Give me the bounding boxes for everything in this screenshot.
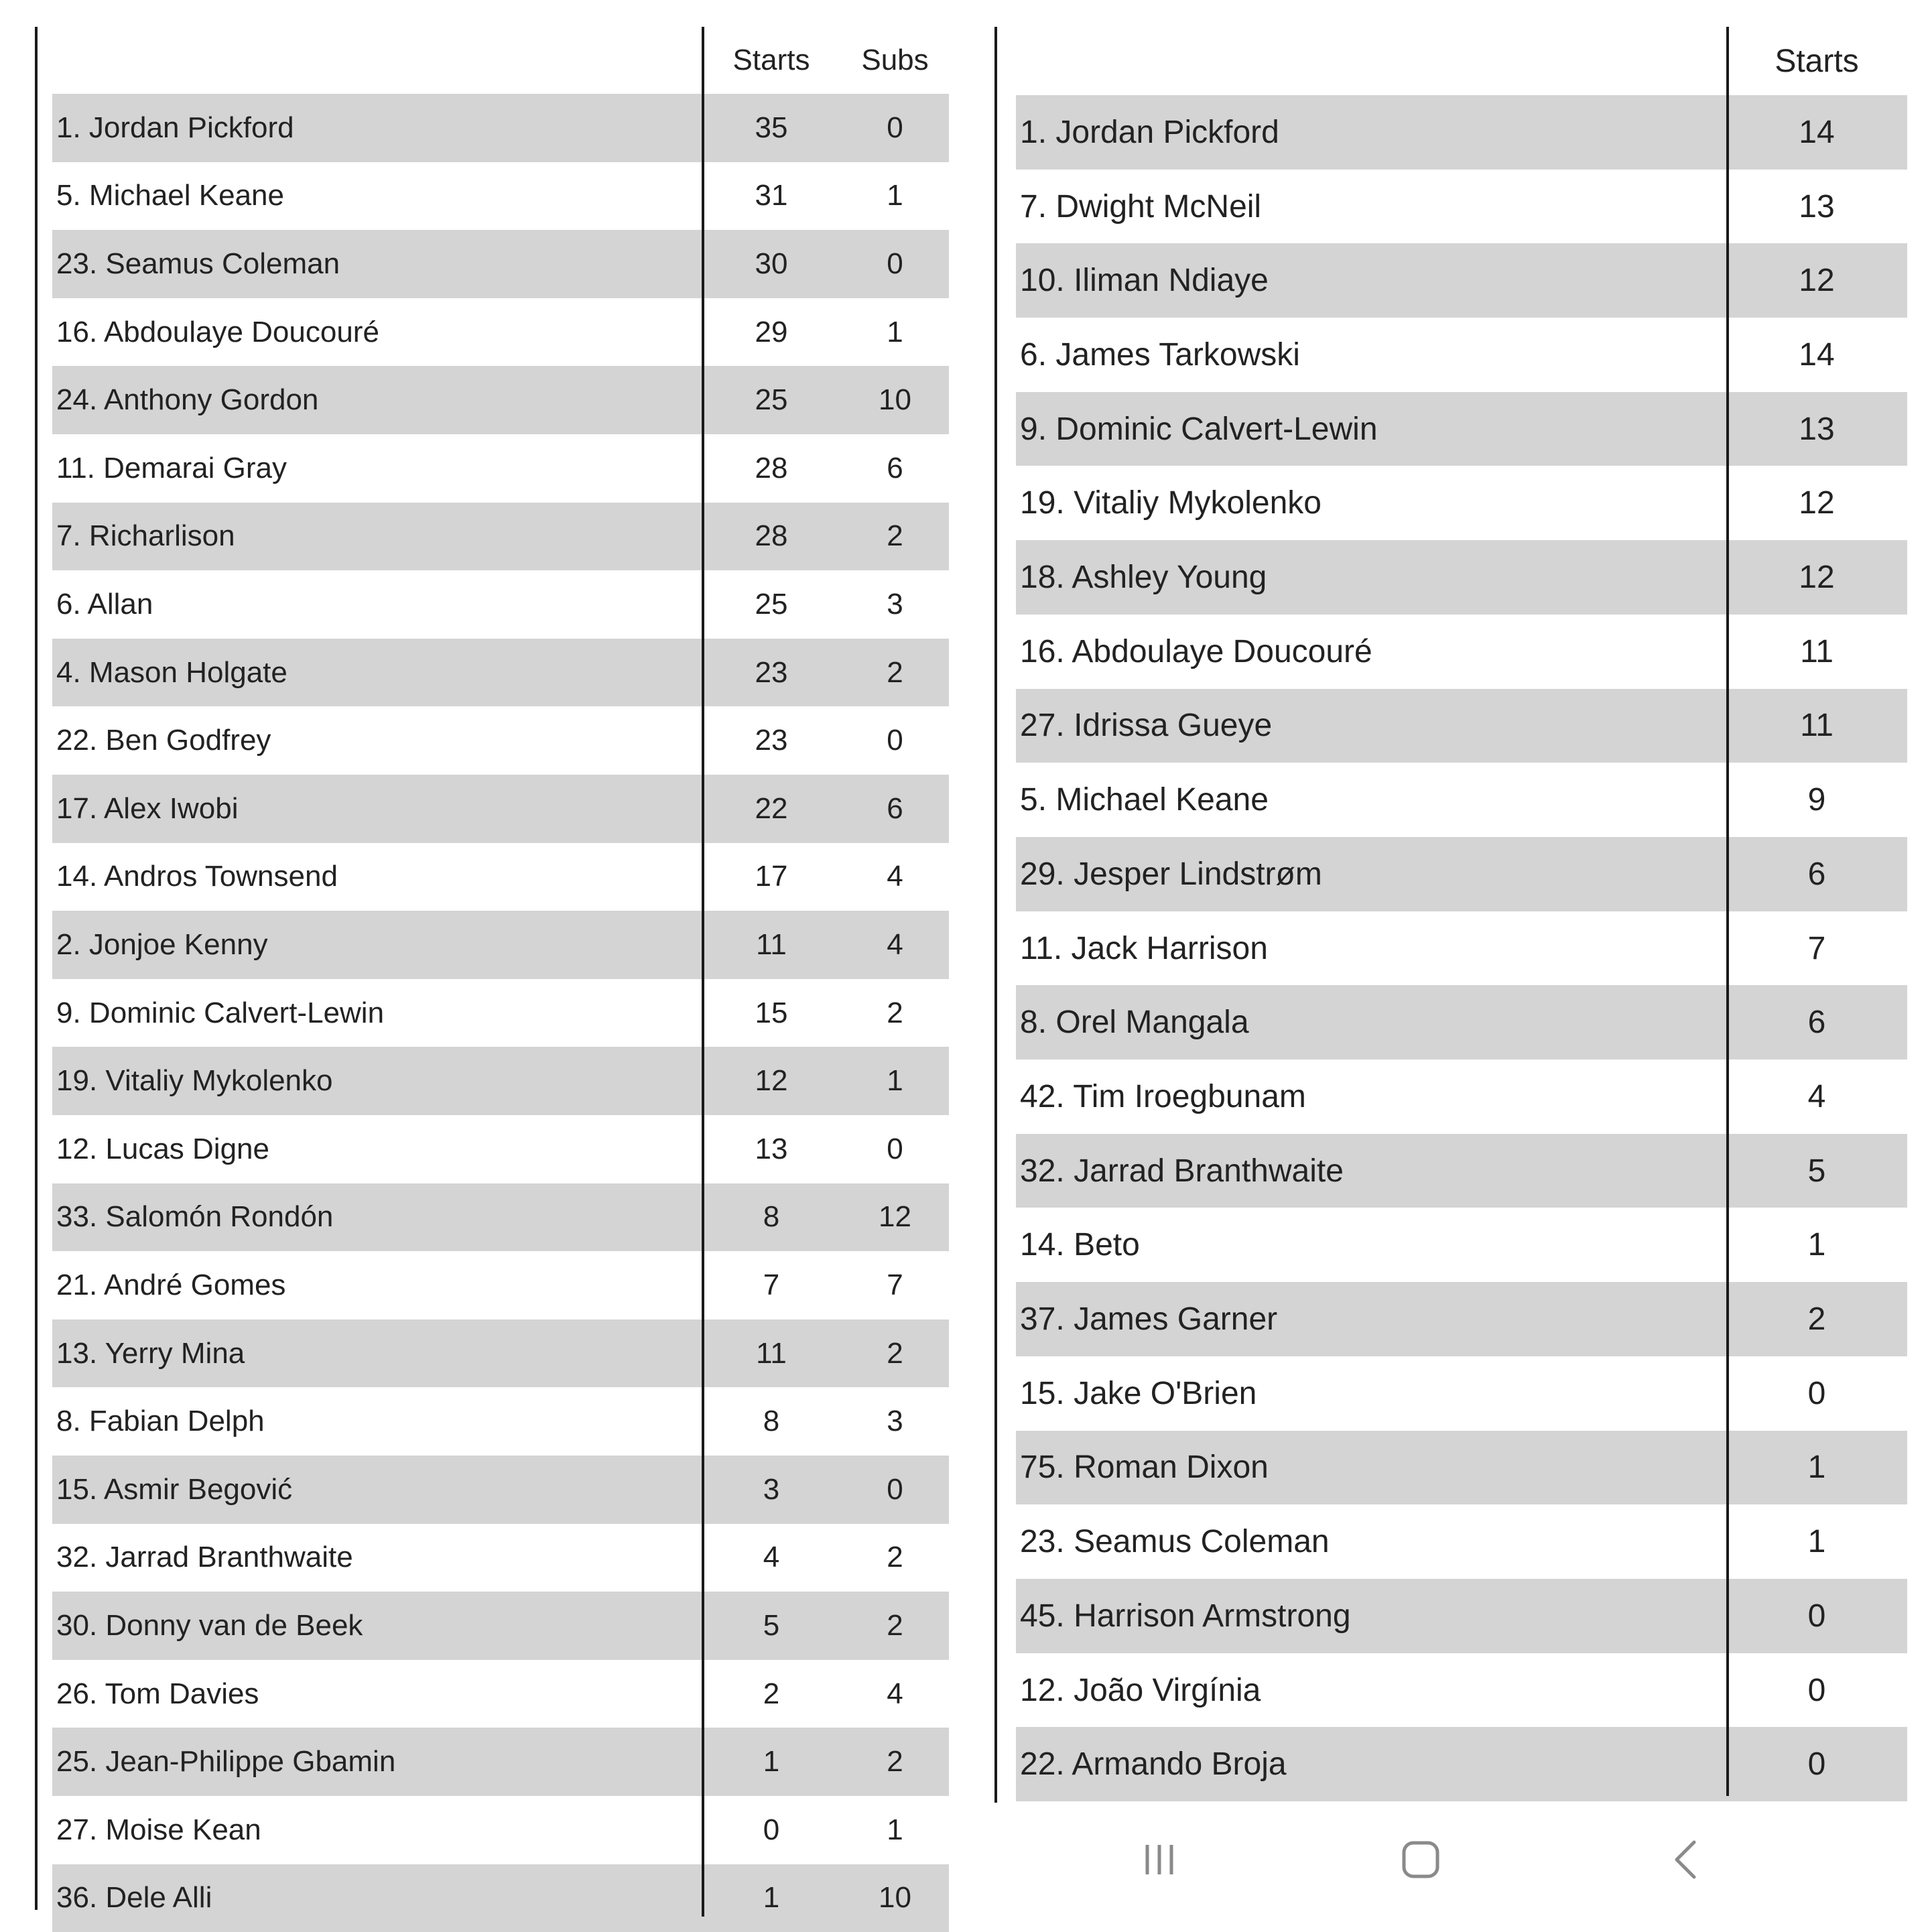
subs-value: 1 [887,1064,903,1098]
player-name: 5. Michael Keane [56,179,284,212]
player-name: 22. Ben Godfrey [56,724,271,757]
starts-value: 0 [1807,1375,1826,1411]
starts-value: 13 [755,1132,788,1165]
subs-value: 1 [887,179,903,212]
starts-value: 25 [755,383,788,417]
starts-value: 29 [755,315,788,348]
subs-value: 10 [879,1881,911,1915]
table-row [52,1660,949,1728]
player-name: 27. Moise Kean [56,1813,261,1846]
player-name: 42. Tim Iroegbunam [1020,1078,1306,1114]
table-row [52,503,949,571]
left-header-name [52,27,702,94]
player-name: 5. Michael Keane [1020,782,1269,818]
starts-value: 14 [1799,114,1835,150]
table-row [1016,911,1907,986]
table-row [1016,170,1907,244]
table-row [52,94,949,162]
starts-value: 4 [1807,1078,1826,1114]
left-header-starts: Starts [732,44,810,76]
starts-value: 5 [763,1608,780,1642]
table-row [1016,1282,1907,1356]
subs-value: 1 [887,315,903,348]
table-row [1016,1059,1907,1134]
starts-value: 11 [1800,633,1833,669]
player-name: 21. André Gomes [56,1268,286,1301]
starts-value: 15 [755,996,788,1029]
right-stats-table [1016,27,1907,1803]
table-row [52,1728,949,1796]
left-stats-table [52,27,949,1917]
player-name: 33. Salomón Rondón [56,1200,334,1234]
player-name: 29. Jesper Lindstrøm [1020,856,1322,892]
player-name: 1. Jordan Pickford [1020,114,1279,150]
right-header-row [1016,27,1907,95]
table-row [52,298,949,367]
starts-value: 22 [755,791,788,825]
table-row [52,1115,949,1183]
player-name: 14. Andros Townsend [56,860,338,893]
middle-border-line [994,27,997,1803]
starts-value: 23 [755,724,788,757]
player-name: 15. Jake O'Brien [1020,1375,1257,1411]
player-name: 8. Orel Mangala [1020,1005,1249,1041]
subs-value: 0 [887,247,903,280]
player-name: 25. Jean-Philippe Gbamin [56,1745,396,1779]
starts-value: 1 [1807,1450,1826,1486]
starts-value: 2 [1807,1301,1826,1338]
player-name: 14. Beto [1020,1227,1140,1263]
table-row [52,775,949,843]
starts-value: 8 [763,1405,780,1438]
table-row [1016,466,1907,541]
subs-value: 6 [887,791,903,825]
starts-value: 25 [755,587,788,621]
table-row [52,911,949,979]
table-row [1016,985,1907,1059]
player-name: 75. Roman Dixon [1020,1450,1269,1486]
starts-value: 1 [763,1745,780,1779]
table-row [52,1183,949,1252]
player-name: 32. Jarrad Branthwaite [56,1541,353,1574]
table-row [52,1251,949,1319]
starts-value: 3 [763,1472,780,1506]
starts-value: 6 [1807,856,1826,892]
player-name: 19. Vitaliy Mykolenko [1020,485,1322,521]
starts-value: 4 [763,1541,780,1574]
recent-apps-icon [1139,1840,1179,1880]
player-name: 1. Jordan Pickford [56,111,294,144]
table-row [52,639,949,707]
table-row [1016,1356,1907,1431]
back-button[interactable] [1659,1833,1712,1886]
table-row [52,706,949,775]
subs-value: 6 [887,451,903,485]
player-name: 16. Abdoulaye Doucouré [56,315,379,348]
starts-value: 13 [1799,411,1835,447]
left-header-subs: Subs [861,44,929,76]
table-row [52,1047,949,1115]
starts-value: 13 [1799,188,1835,224]
table-row [1016,243,1907,318]
player-name: 9. Dominic Calvert-Lewin [1020,411,1378,447]
table-row [52,434,949,503]
starts-value: 12 [1799,560,1835,596]
subs-value: 7 [887,1268,903,1301]
table-row [52,1319,949,1388]
subs-value: 2 [887,655,903,689]
starts-value: 28 [755,451,788,485]
player-name: 22. Armando Broja [1020,1746,1287,1783]
table-row [1016,837,1907,911]
player-name: 37. James Garner [1020,1301,1278,1338]
player-name: 27. Idrissa Gueye [1020,708,1273,744]
player-name: 4. Mason Holgate [56,655,287,689]
starts-value: 12 [755,1064,788,1098]
starts-value: 0 [1807,1746,1826,1783]
subs-value: 3 [887,587,903,621]
subs-value: 0 [887,1472,903,1506]
player-name: 23. Seamus Coleman [56,247,340,280]
player-name: 26. Tom Davies [56,1677,259,1710]
table-row [52,366,949,434]
starts-value: 7 [763,1268,780,1301]
player-name: 17. Alex Iwobi [56,791,239,825]
table-row [52,1524,949,1592]
player-name: 7. Richarlison [56,519,235,553]
starts-value: 8 [763,1200,780,1234]
table-row [1016,1653,1907,1728]
table-row [52,1796,949,1864]
starts-value: 1 [763,1881,780,1915]
starts-value: 5 [1807,1153,1826,1189]
starts-value: 7 [1807,930,1826,966]
starts-value: 30 [755,247,788,280]
right-column-separator [1726,27,1729,1796]
table-row [1016,1727,1907,1801]
player-name: 36. Dele Alli [56,1881,212,1915]
back-icon [1669,1838,1702,1881]
home-icon [1400,1839,1441,1880]
player-name: 30. Donny van de Beek [56,1608,363,1642]
player-name: 11. Jack Harrison [1020,930,1268,966]
player-name: 11. Demarai Gray [56,451,287,485]
starts-value: 2 [763,1677,780,1710]
table-row [1016,318,1907,392]
table-row [1016,1504,1907,1579]
table-row [1016,392,1907,466]
table-row [1016,1431,1907,1505]
starts-value: 0 [763,1813,780,1846]
starts-value: 17 [755,860,788,893]
subs-value: 0 [887,111,903,144]
subs-value: 2 [887,996,903,1029]
player-name: 13. Yerry Mina [56,1336,245,1370]
starts-value: 1 [1807,1227,1826,1263]
subs-value: 2 [887,1541,903,1574]
subs-value: 2 [887,1336,903,1370]
subs-value: 0 [887,724,903,757]
player-name: 7. Dwight McNeil [1020,188,1262,224]
subs-value: 0 [887,1132,903,1165]
recent-apps-button[interactable] [1133,1833,1186,1886]
player-name: 12. Lucas Digne [56,1132,269,1165]
starts-value: 12 [1799,263,1835,299]
table-row [1016,689,1907,763]
table-row [52,1387,949,1456]
starts-value: 12 [1799,485,1835,521]
subs-value: 3 [887,1405,903,1438]
starts-value: 11 [1800,708,1833,744]
player-name: 19. Vitaliy Mykolenko [56,1064,333,1098]
player-name: 12. João Virgínia [1020,1672,1261,1708]
subs-value: 2 [887,1608,903,1642]
player-name: 32. Jarrad Branthwaite [1020,1153,1344,1189]
home-button[interactable] [1394,1833,1448,1886]
subs-value: 1 [887,1813,903,1846]
subs-value: 12 [879,1200,911,1234]
starts-value: 0 [1807,1598,1826,1634]
table-row [52,162,949,231]
player-name: 8. Fabian Delph [56,1405,265,1438]
starts-value: 1 [1807,1524,1826,1560]
player-name: 24. Anthony Gordon [56,383,319,417]
table-row [52,570,949,639]
right-header-starts: Starts [1775,43,1859,79]
starts-value: 11 [756,1336,787,1370]
table-row [1016,1134,1907,1208]
table-row [52,843,949,911]
left-column-separator [702,27,704,1917]
subs-value: 4 [887,927,903,961]
starts-value: 35 [755,111,788,144]
starts-value: 11 [756,927,787,961]
player-name: 6. James Tarkowski [1020,336,1300,373]
starts-value: 23 [755,655,788,689]
table-row [52,1864,949,1932]
player-name: 45. Harrison Armstrong [1020,1598,1351,1634]
table-row [1016,1579,1907,1653]
table-row [52,230,949,298]
player-name: 2. Jonjoe Kenny [56,927,268,961]
table-row [1016,1208,1907,1283]
subs-value: 4 [887,1677,903,1710]
starts-value: 0 [1807,1672,1826,1708]
starts-value: 31 [755,179,788,212]
table-row [1016,763,1907,837]
table-row [52,1456,949,1524]
subs-value: 2 [887,1745,903,1779]
left-border-line [35,27,38,1910]
table-row [1016,615,1907,689]
starts-value: 14 [1799,336,1835,373]
starts-value: 9 [1807,782,1826,818]
left-header-row [52,27,949,94]
subs-value: 10 [879,383,911,417]
right-header-name [1016,27,1726,95]
player-name: 9. Dominic Calvert-Lewin [56,996,385,1029]
starts-value: 6 [1807,1005,1826,1041]
player-name: 10. Iliman Ndiaye [1020,263,1269,299]
table-row [1016,95,1907,170]
starts-value: 28 [755,519,788,553]
table-row [1016,540,1907,615]
subs-value: 4 [887,860,903,893]
player-name: 6. Allan [56,587,153,621]
player-name: 23. Seamus Coleman [1020,1524,1330,1560]
player-name: 15. Asmir Begović [56,1472,293,1506]
player-name: 18. Ashley Young [1020,560,1267,596]
navigation-bar [999,1809,1930,1910]
table-row [52,979,949,1047]
player-name: 16. Abdoulaye Doucouré [1020,633,1372,669]
subs-value: 2 [887,519,903,553]
table-row [52,1592,949,1660]
